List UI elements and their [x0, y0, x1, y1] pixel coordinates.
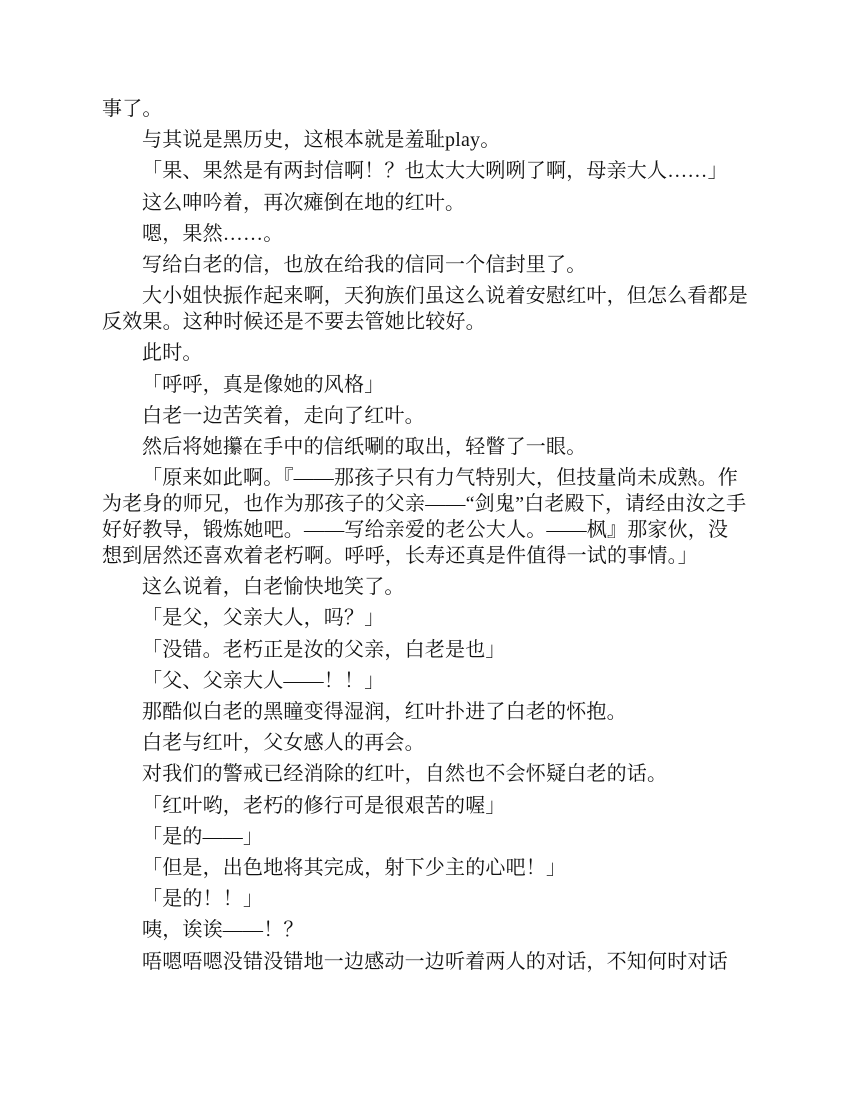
paragraph: 「是父，父亲大人，吗？」 — [142, 607, 385, 630]
paragraph: 大小姐快振作起来啊，天狗族们虽这么说着安慰红叶，但怎么看都是反效果。这种时候还是不要去管她比较好。 — [102, 285, 748, 334]
paragraph: 唔嗯唔嗯没错没错地一边感动一边听着两人的对话，不知何时对话 — [142, 950, 728, 973]
paragraph: 嗯，果然……。 — [142, 222, 284, 245]
paragraph: 那酷似白老的黑瞳变得湿润，红叶扑进了白老的怀抱。 — [142, 701, 627, 723]
paragraph: 事了。 — [102, 98, 163, 120]
paragraph: 「但是，出色地将其完成，射下少主的心吧！」 — [142, 856, 567, 879]
paragraph: 白老一边苦笑着，走向了红叶。 — [142, 404, 425, 427]
paragraph: 这么呻吟着，再次瘫倒在地的红叶。 — [142, 191, 466, 214]
paragraph: 此时。 — [142, 342, 203, 365]
paragraph: 然后将她攥在手中的信纸唰的取出，轻瞥了一眼。 — [142, 435, 587, 458]
paragraph: 「是的！！」 — [142, 888, 264, 911]
paragraph: 「没错。老朽正是汝的父亲，白老是也」 — [142, 638, 506, 661]
paragraph: 「原来如此啊。『——那孩子只有力气特别大，但技量尚未成熟。作为老身的师兄，也作为那孩子的父亲——“剑鬼”白老殿下，请经由汝之手好好教导，锻炼她吧。——写给亲爱的老公大人。——枫』那家伙，没想到居然还喜欢着老朽啊。呼呼，长寿还真是件值得一试的事情。」 — [102, 467, 747, 568]
paragraph: 「呼呼，真是像她的风格」 — [142, 373, 385, 396]
paragraph: 「是的——」 — [142, 825, 264, 848]
paragraph: 与其说是黑历史，这根本就是羞耻play。 — [142, 129, 501, 152]
paragraph: 写给白老的信，也放在给我的信同一个信封里了。 — [142, 253, 587, 276]
paragraph: 「果、果然是有两封信啊！？也太大大咧咧了啊，母亲大人……」 — [142, 160, 728, 183]
paragraph: 对我们的警戒已经消除的红叶，自然也不会怀疑白老的话。 — [142, 763, 668, 786]
paragraph: 这么说着，白老愉快地笑了。 — [142, 576, 405, 599]
paragraph: 「父、父亲大人——！！」 — [142, 669, 385, 692]
paragraph: 白老与红叶，父女感人的再会。 — [142, 732, 425, 755]
paragraph: 咦，诶诶——！？ — [142, 919, 304, 942]
paragraph: 「红叶哟，老朽的修行可是很艰苦的喔」 — [142, 794, 506, 817]
document-body — [102, 96, 748, 980]
